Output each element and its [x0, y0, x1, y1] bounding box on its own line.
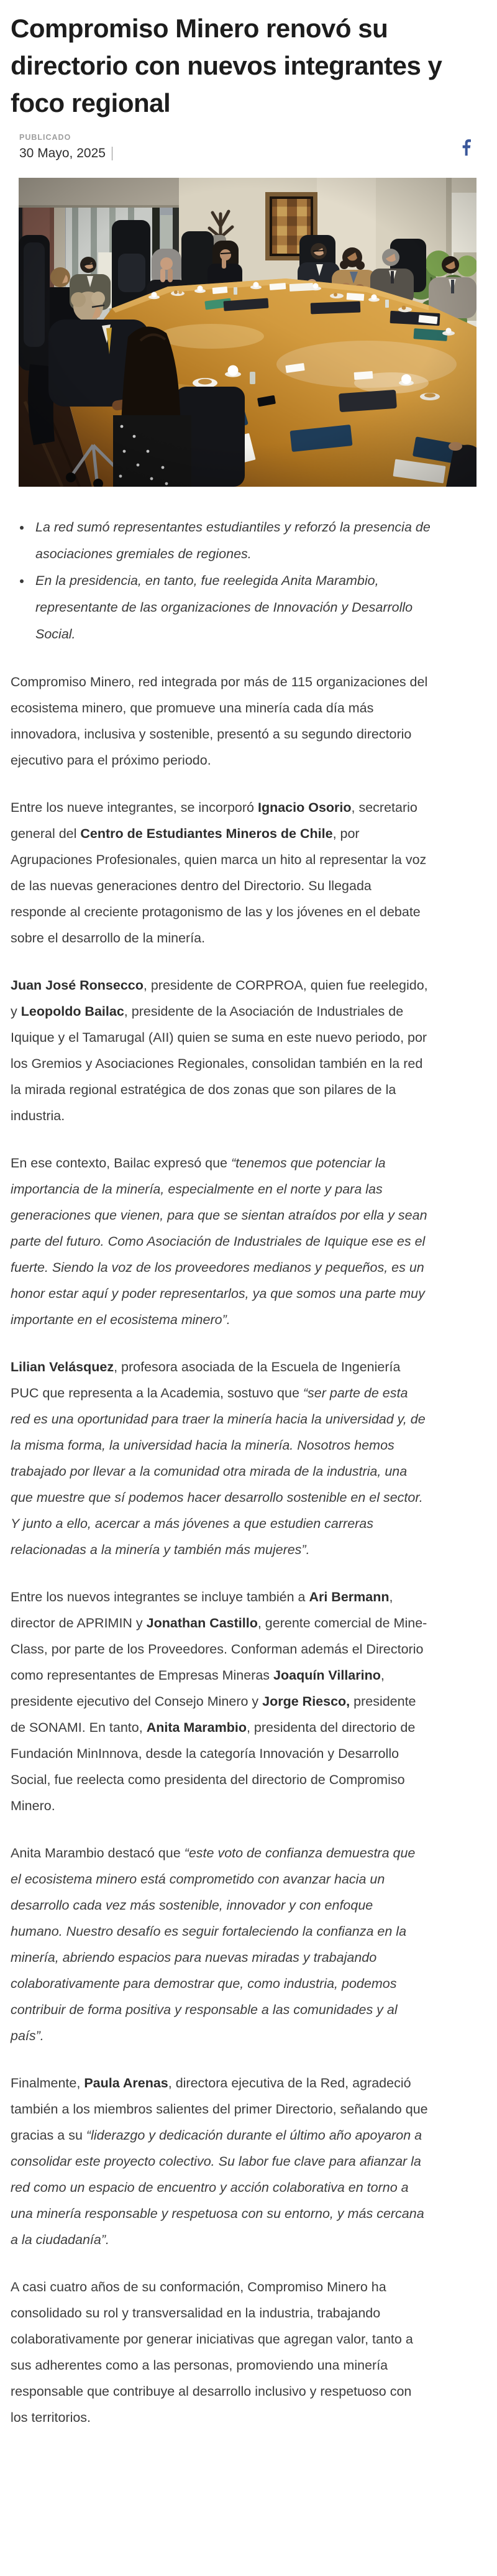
article-meta — [19, 133, 478, 161]
article-paragraph: A casi cuatro años de su conformación, Compromiso Minero ha consolidado su rol y transversalidad en la industria, trabajando colaborativamente por generar iniciativas que agregan valor, tanto a sus adherentes como a las personas, promoviendo una minería responsable que contribuye al desarrollo inclusivo y respetuoso con los territorios. — [11, 2279, 413, 2425]
article-paragraph: Finalmente, Paula Arenas, directora ejecutiva de la Red, agradeció también a los miembros salientes del primer Directorio, señalando que gracias a su “liderazgo y dedicación durante el último año apoyaron a consolidar este proyecto colectivo. Su labor fue clave para afianzar la red como un espacio de encuentro y acción colaborativa en torno a una minería responsable y respetuosa con su entorno, y más cercana a la ciudadanía”. — [11, 2076, 428, 2247]
meeting-photo — [19, 178, 476, 487]
facebook-share-button[interactable] — [462, 139, 471, 156]
published-block — [19, 133, 112, 161]
publish-date-row — [19, 146, 112, 161]
publish-date: 30 Mayo, 2025 — [19, 146, 106, 160]
article-paragraph: Juan José Ronsecco, presidente de CORPROA, quien fue reelegido, y Leopoldo Bailac, presidente de la Asociación de Industriales de Iquique y el Tamarugal (AII) quien se suma en este nuevo periodo, por los Gremios y Asociaciones Regionales, consolidan también en la red la mirada regional estratégica de dos zonas que son pilares de la industria. — [11, 978, 428, 1123]
highlights-list — [16, 514, 435, 648]
highlight-item: • La red sumó representantes estudiantiles y reforzó la presencia de asociaciones gremiales de regiones. — [32, 514, 435, 568]
facebook-icon — [462, 149, 471, 158]
article-paragraph: En ese contexto, Bailac expresó que “tenemos que potenciar la importancia de la minería, especialmente en el norte y para las generaciones que vienen, para que se sientan atraídos por ella y sean parte del futuro. Como Asociación de Industriales de Iquique ese es el fuerte. Siendo la voz de los proveedores medianos y pequeños, es un honor estar aquí y poder representarlos, ya que somos una parte muy importante en el ecosistema minero”. — [11, 1156, 427, 1327]
published-label: PUBLICADO — [19, 133, 71, 142]
article — [0, 10, 497, 2477]
article-paragraph: Entre los nueve integrantes, se incorporó Ignacio Osorio, secretario general del Centro de Estudiantes Mineros de Chile, por Agrupaciones Profesionales, quien marca un hito al representar la voz de las nuevas generaciones dentro del Directorio. Su llegada responde al creciente protagonismo de las y los jóvenes en el debate sobre el desarrollo de la minería. — [11, 800, 427, 945]
article-body — [11, 669, 428, 2431]
page-title: Compromiso Minero renovó su directorio con nuevos integrantes y foco regional — [11, 14, 442, 117]
article-paragraph: Anita Marambio destacó que “este voto de confianza demuestra que el ecosistema minero está comprometido con avanzar hacia un desarrollo cada vez más sostenible, innovador y con enfoque humano. Nuestro desafío es seguir fortaleciendo la confianza en la minería, abriendo espacios para nuevas miradas y trabajando colaborativamente para demostrar que, como industria, podemos contribuir de forma positiva y responsable a las comunidades y al país”. — [11, 1846, 416, 2043]
meeting-photo-illustration — [19, 178, 476, 487]
article-paragraph: Lilian Velásquez, profesora asociada de la Escuela de Ingeniería PUC que representa a la Academia, sostuvo que “ser parte de esta red es una oportunidad para traer la minería hacia la universidad y, de la misma forma, la universidad hacia la minería. Nosotros hemos trabajado por llevar a la comunidad otra mirada de la industria, una que muestre que sí podemos hacer desarrollo sostenible en el sector. Y junto a ello, acercar a más jóvenes a que estudien carreras relacionadas a la minería y también más mujeres”. — [11, 1359, 426, 1557]
highlight-item: • En la presidencia, en tanto, fue reelegida Anita Marambio, representante de las organizaciones de Innovación y Desarrollo Social. — [32, 568, 435, 648]
article-paragraph: Entre los nuevos integrantes se incluye también a Ari Bermann, director de APRIMIN y Jonathan Castillo, gerente comercial de Mine-Class, por parte de los Proveedores. Conforman además el Directorio como representantes de Empresas Mineras Joaquín Villarino, presidente ejecutivo del Consejo Minero y Jorge Riesco, presidente de SONAMI. En tanto, Anita Marambio, presidenta del directorio de Fundación MinInnova, desde la categoría Innovación y Desarrollo Social, fue reelecta como presidenta del directorio de Compromiso Minero. — [11, 1589, 427, 1813]
article-paragraph: Compromiso Minero, red integrada por más de 115 organizaciones del ecosistema minero, que promueve una minería cada día más innovadora, inclusiva y sostenible, presentó a su segundo directorio ejecutivo para el próximo periodo. — [11, 674, 428, 768]
